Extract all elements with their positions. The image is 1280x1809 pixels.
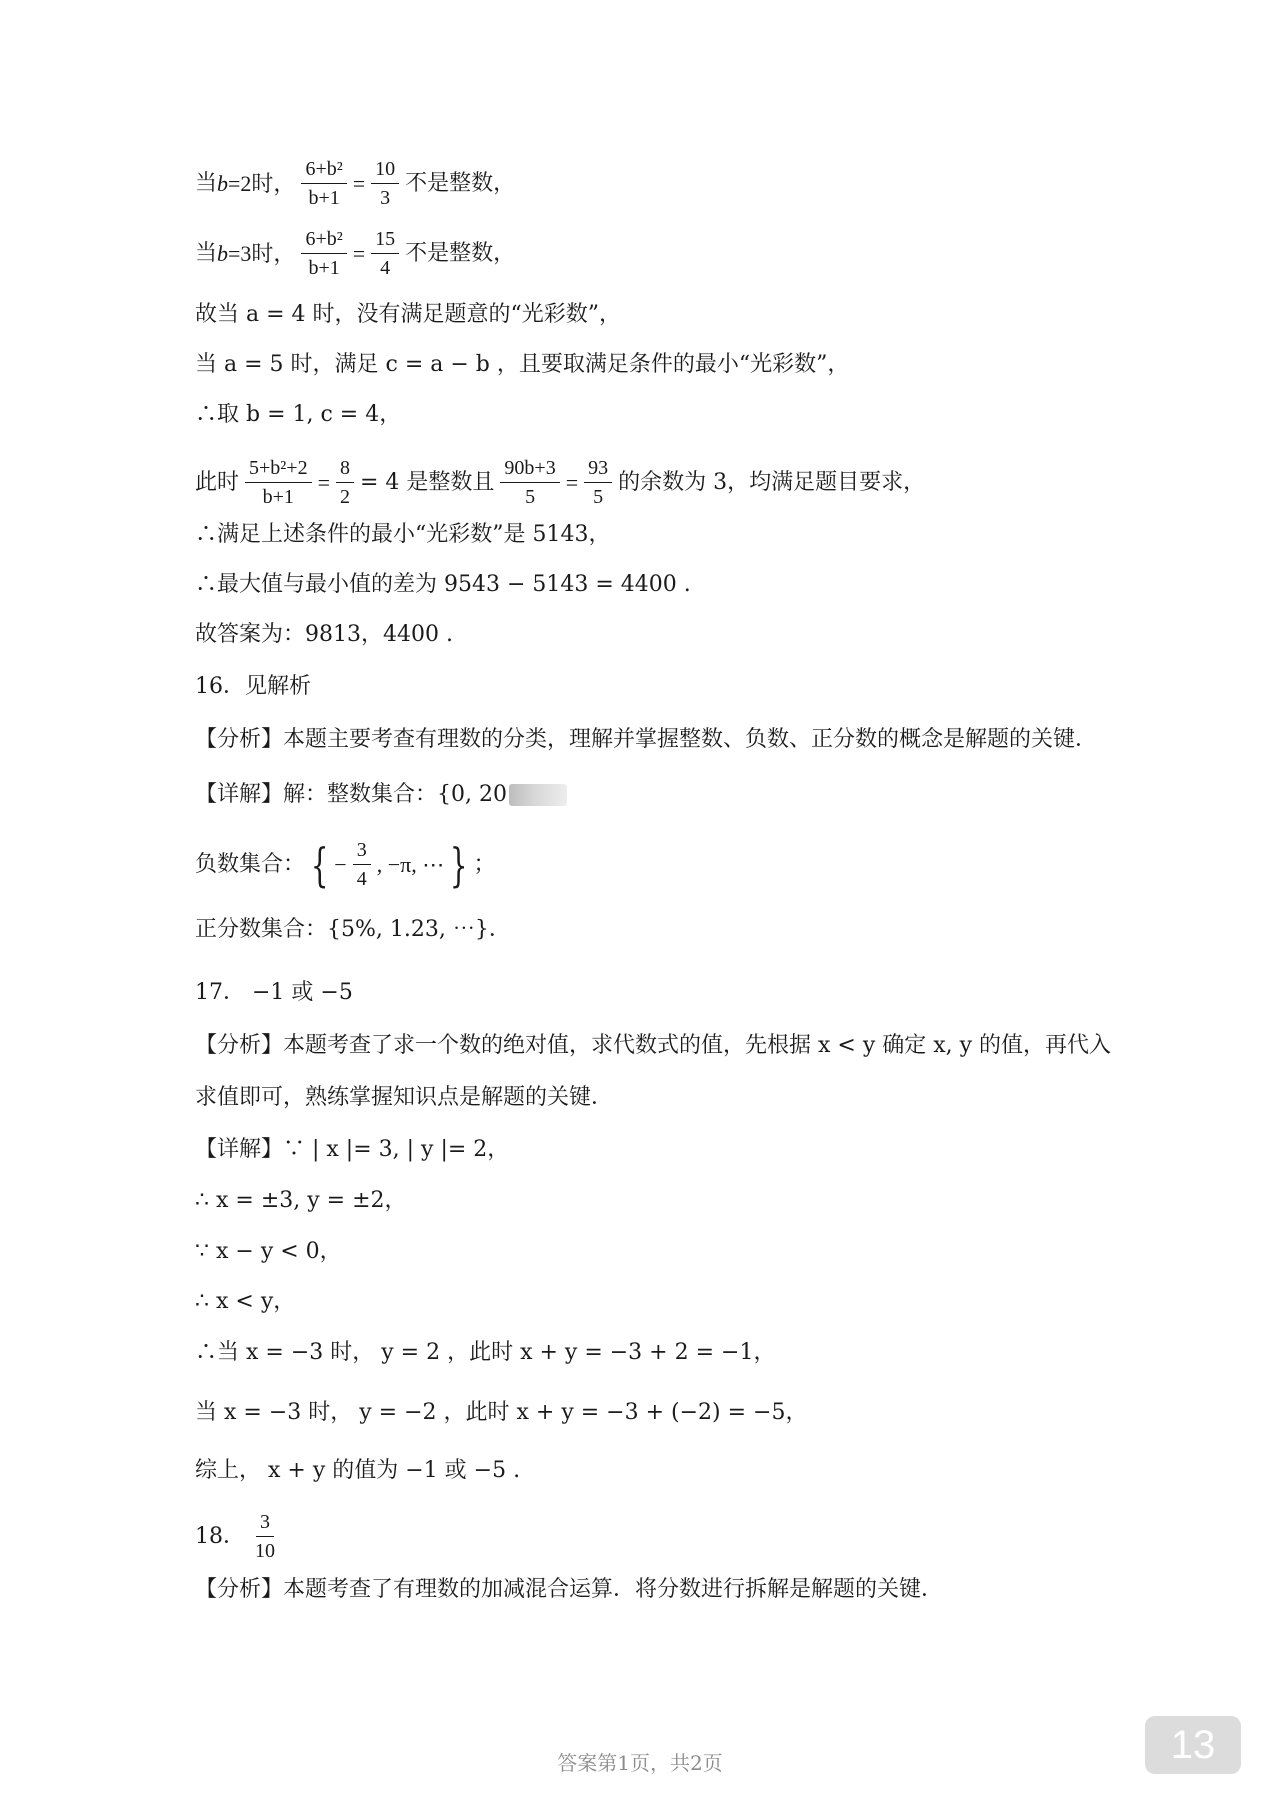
line-min-number: ∴满足上述条件的最小“光彩数”是 5143， bbox=[195, 522, 611, 547]
analysis-17-line2: 求值即可，熟练掌握知识点是解题的关键． bbox=[195, 1085, 614, 1110]
detail-17-line3: ∵ x − y < 0， bbox=[195, 1239, 342, 1264]
detail-17-conclusion: 综上， x + y 的值为 −1 或 −5 . bbox=[195, 1458, 521, 1483]
denominator: 4 bbox=[380, 257, 391, 279]
page-footer: 答案第1页，共2页 bbox=[557, 1751, 723, 1775]
numerator: 6+b² bbox=[301, 227, 346, 254]
line-take-b-c: ∴取 b = 1, c = 4， bbox=[195, 402, 402, 427]
numerator: 10 bbox=[371, 157, 399, 184]
text: =3时， bbox=[228, 240, 296, 266]
text: 当 bbox=[195, 240, 218, 266]
fraction bbox=[301, 157, 346, 210]
minus: − bbox=[334, 851, 347, 877]
fraction bbox=[301, 227, 346, 280]
fraction bbox=[500, 456, 559, 509]
denominator: 5 bbox=[525, 486, 536, 508]
numerator: 90b+3 bbox=[500, 456, 559, 483]
fraction bbox=[584, 456, 612, 509]
denominator: 10 bbox=[255, 1540, 275, 1562]
line-a-equals-4: 故当 a = 4 时，没有满足题意的“光彩数”， bbox=[195, 302, 622, 327]
question-17-heading: 17． −1 或 −5 bbox=[195, 980, 353, 1005]
line-difference: ∴最大值与最小值的差为 9543 − 5143 = 4400 . bbox=[195, 572, 691, 597]
detail-17-line2: ∴ x = ±3, y = ±2， bbox=[195, 1188, 407, 1213]
denominator: b+1 bbox=[308, 187, 340, 209]
analysis-17-line1: 【分析】本题考查了求一个数的绝对值，求代数式的值，先根据 x < y 确定 x, y 的值，再代入 bbox=[195, 1033, 1112, 1058]
text: =2时， bbox=[228, 170, 296, 196]
text: 不是整数， bbox=[405, 170, 516, 196]
numerator: 5+b²+2 bbox=[245, 456, 312, 483]
fraction bbox=[336, 456, 354, 509]
negative-set-line bbox=[195, 838, 496, 891]
brace-open: { bbox=[310, 837, 329, 892]
numerator: 3 bbox=[256, 1510, 274, 1537]
line-verification bbox=[195, 456, 925, 509]
fraction bbox=[371, 227, 399, 280]
line-b-equals-3 bbox=[195, 227, 515, 280]
denominator: 3 bbox=[380, 187, 391, 209]
numerator: 15 bbox=[371, 227, 399, 254]
fraction bbox=[371, 157, 399, 210]
analysis-18: 【分析】本题考查了有理数的加减混合运算．将分数进行拆解是解题的关键． bbox=[195, 1577, 944, 1602]
numerator: 8 bbox=[336, 456, 354, 483]
brace-close: } bbox=[450, 837, 468, 892]
detail-17-line1: 【详解】∵ | x |= 3, | y |= 2， bbox=[195, 1137, 510, 1162]
question-16-heading: 16．见解析 bbox=[195, 674, 311, 699]
equals: = bbox=[317, 469, 330, 495]
numerator: 3 bbox=[353, 838, 371, 865]
line-answer-15: 故答案为：9813，4400 . bbox=[195, 622, 453, 647]
fraction bbox=[353, 838, 371, 891]
fraction bbox=[251, 1510, 279, 1563]
denominator: 4 bbox=[356, 868, 367, 890]
detail-17-line5: ∴当 x = −3 时， y = 2 ，此时 x + y = −3 + 2 = −1， bbox=[195, 1340, 776, 1365]
line-b-equals-2 bbox=[195, 157, 515, 210]
positive-fraction-set: 正分数集合：{5%, 1.23, ⋯}． bbox=[195, 917, 511, 942]
math-var: b bbox=[217, 240, 229, 266]
equals: = bbox=[565, 469, 579, 495]
detail-17-line6: 当 x = −3 时， y = −2 ，此时 x + y = −3 + (−2) = −5， bbox=[195, 1400, 808, 1425]
question-18-heading bbox=[195, 1510, 285, 1563]
redaction-smudge bbox=[509, 784, 567, 806]
text: 此时 bbox=[195, 469, 240, 495]
integer-set-line bbox=[195, 780, 567, 810]
denominator: 2 bbox=[340, 486, 350, 508]
detail-17-line4: ∴ x < y， bbox=[195, 1289, 296, 1314]
text: 18． bbox=[195, 1523, 245, 1549]
denominator: b+1 bbox=[308, 257, 340, 279]
text: ； bbox=[473, 851, 496, 877]
fraction bbox=[245, 456, 312, 509]
text: = 4 是整数且 bbox=[360, 469, 495, 495]
denominator: b+1 bbox=[262, 486, 294, 508]
equals: = bbox=[352, 170, 366, 196]
text: 【详解】解：整数集合：{0, 20 bbox=[195, 782, 507, 807]
line-a-equals-5: 当 a = 5 时，满足 c = a − b ，且要取满足条件的最小“光彩数”， bbox=[195, 352, 850, 377]
numerator: 6+b² bbox=[301, 157, 346, 184]
text: 当 bbox=[195, 170, 218, 196]
text: 的余数为 3，均满足题目要求， bbox=[618, 469, 926, 495]
analysis-16: 【分析】本题主要考查有理数的分类，理解并掌握整数、负数、正分数的概念是解题的关键． bbox=[195, 727, 1098, 752]
equals: = bbox=[352, 240, 366, 266]
numerator: 93 bbox=[584, 456, 612, 483]
text: 负数集合： bbox=[195, 851, 306, 877]
page-number-badge[interactable]: 13 bbox=[1145, 1716, 1241, 1774]
math-var: b bbox=[217, 170, 229, 196]
text: 不是整数， bbox=[405, 240, 516, 266]
denominator: 5 bbox=[593, 486, 604, 508]
text: , −π, ⋯ bbox=[376, 851, 445, 877]
